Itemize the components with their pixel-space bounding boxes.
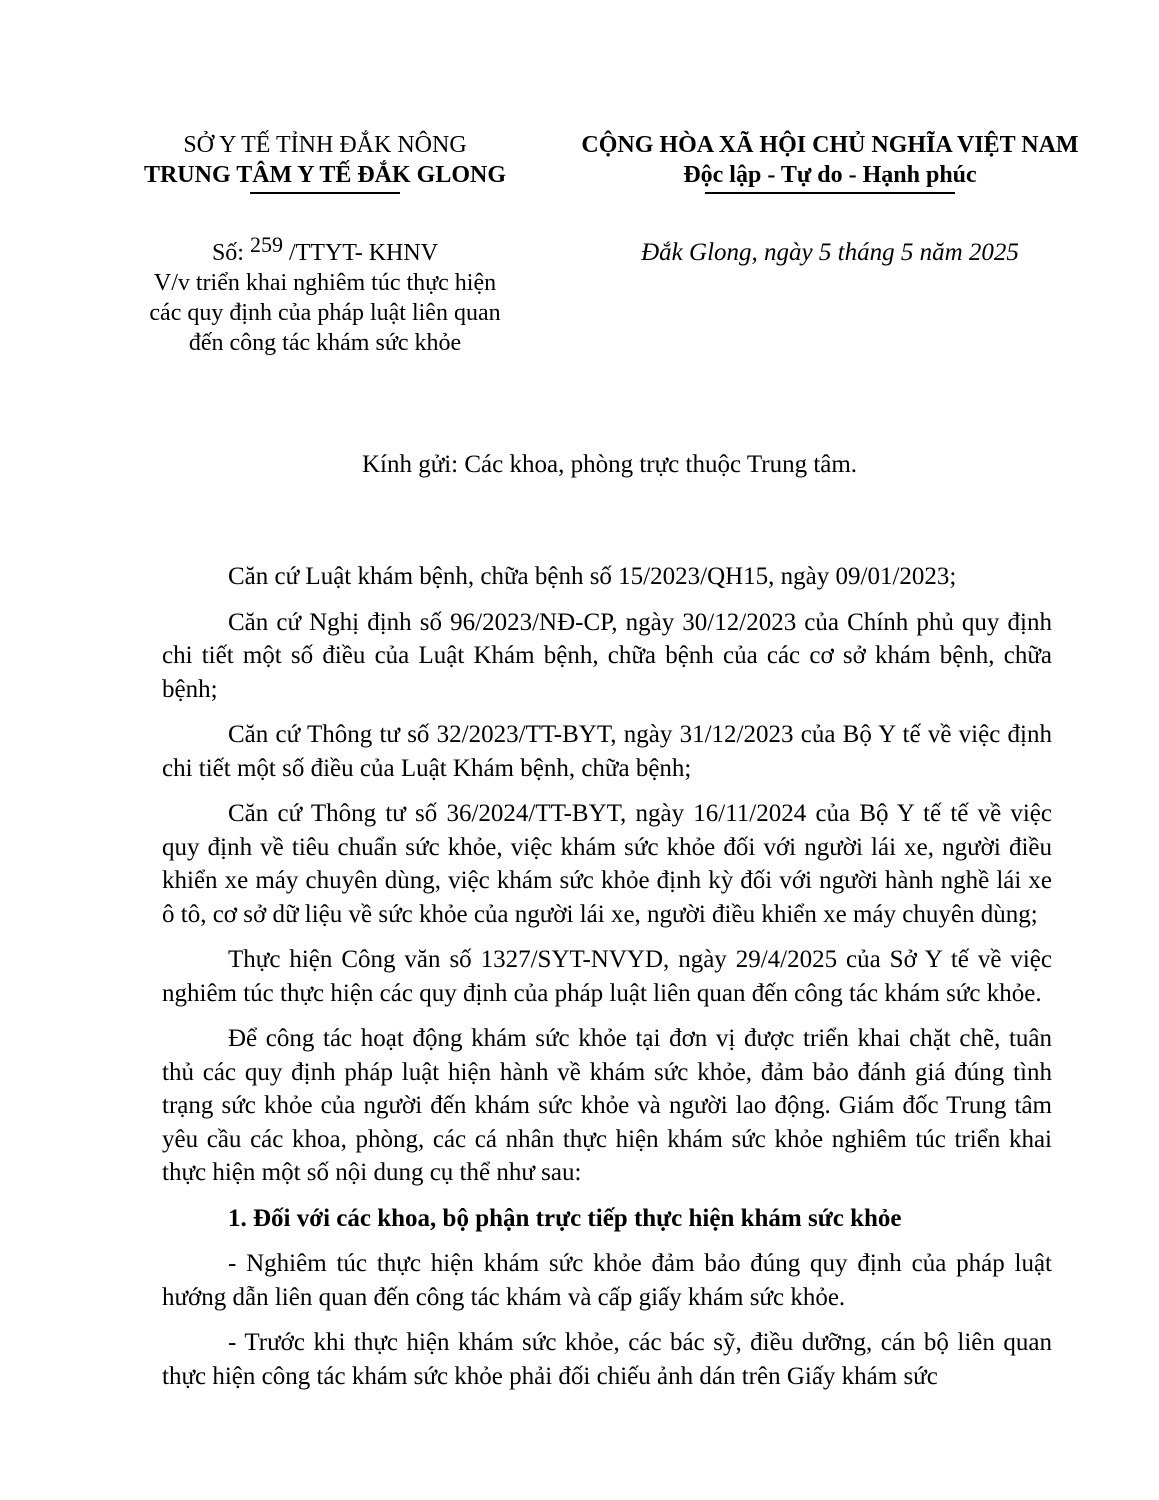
motto: Độc lập - Tự do - Hạnh phúc bbox=[683, 162, 977, 188]
paragraph: Căn cứ Luật khám bệnh, chữa bệnh số 15/2023/QH15, ngày 09/01/2023; bbox=[228, 563, 957, 590]
number-code: /TTYT- KHNV bbox=[288, 240, 439, 266]
so-label: Số: bbox=[211, 240, 244, 266]
agency-underline bbox=[250, 192, 400, 194]
paragraph: Để công tác hoạt động khám sức khỏe tại đơn vị được triển khai chặt chẽ, tuân thủ các quy định pháp luật hiện hành về khám sức khỏe, đảm bảo đánh giá đúng tình trạng sức khỏe của người đến khám sức khỏe và người lao động. Giám đốc Trung tâm yêu cầu các khoa, phòng, các cá nhân thực hiện khám sức khỏe nghiêm túc triển khai thực hiện một số nội dung cụ thể như sau: bbox=[162, 1025, 1052, 1186]
country-name: CỘNG HÒA XÃ HỘI CHỦ NGHĨA VIỆT NAM bbox=[581, 132, 1079, 158]
document-body bbox=[162, 560, 1052, 1405]
reference-block bbox=[120, 232, 530, 358]
subject-line: các quy định của pháp luật liên quan bbox=[149, 300, 501, 326]
paragraph: Căn cứ Thông tư số 36/2024/TT-BYT, ngày 16/11/2024 của Bộ Y tế tế về việc quy định về tiêu chuẩn sức khỏe, việc khám sức khỏe đối với người lái xe, người điều khiển xe máy chuyên dùng, việc khám sức khỏe định kỳ đối với người hành nghề lái xe ô tô, cơ sở dữ liệu về sức khỏe của người lái xe, người điều khiển xe máy chuyên dùng; bbox=[162, 800, 1052, 928]
salutation: Kính gửi: Các khoa, phòng trực thuộc Trung tâm. bbox=[361, 451, 858, 478]
subject-line: V/v triển khai nghiêm túc thực hiện bbox=[153, 270, 497, 296]
subject-line: đến công tác khám sức khỏe bbox=[188, 330, 462, 356]
date-location: Đắk Glong, ngày 5 tháng 5 năm 2025 bbox=[641, 239, 1019, 266]
paragraph: Thực hiện Công văn số 1327/SYT-NVYD, ngày 29/4/2025 của Sở Y tế về việc nghiêm túc thực hiện các quy định của pháp luật liên quan đến công tác khám sức khỏe. bbox=[162, 946, 1052, 1007]
list-item: - Trước khi thực hiện khám sức khỏe, các bác sỹ, điều dưỡng, cán bộ liên quan thực hiện công tác khám sức khỏe phải đối chiếu ảnh dán trên Giấy khám sức bbox=[162, 1329, 1052, 1390]
paragraph: Căn cứ Thông tư số 32/2023/TT-BYT, ngày 31/12/2023 của Bộ Y tế về việc định chi tiết một số điều của Luật Khám bệnh, chữa bệnh; bbox=[162, 721, 1052, 782]
issuing-agency: TRUNG TÂM Y TẾ ĐẮK GLONG bbox=[143, 162, 507, 188]
document-number bbox=[120, 232, 530, 268]
parent-agency: SỞ Y TẾ TỈNH ĐẮK NÔNG bbox=[183, 132, 467, 158]
national-motto-block bbox=[545, 130, 1115, 194]
section-heading: 1. Đối với các khoa, bộ phận trực tiếp thực hiện khám sức khỏe bbox=[228, 1204, 902, 1232]
number-value: 259 bbox=[249, 232, 283, 257]
issuing-agency-block bbox=[120, 130, 530, 194]
motto-underline bbox=[705, 192, 955, 194]
list-item: - Nghiêm túc thực hiện khám sức khỏe đảm bảo đúng quy định của pháp luật hướng dẫn liên quan đến công tác khám và cấp giấy khám sức khỏe. bbox=[162, 1250, 1052, 1311]
paragraph: Căn cứ Nghị định số 96/2023/NĐ-CP, ngày 30/12/2023 của Chính phủ quy định chi tiết một số điều của Luật Khám bệnh, chữa bệnh của các cơ sở khám bệnh, chữa bệnh; bbox=[162, 608, 1052, 703]
